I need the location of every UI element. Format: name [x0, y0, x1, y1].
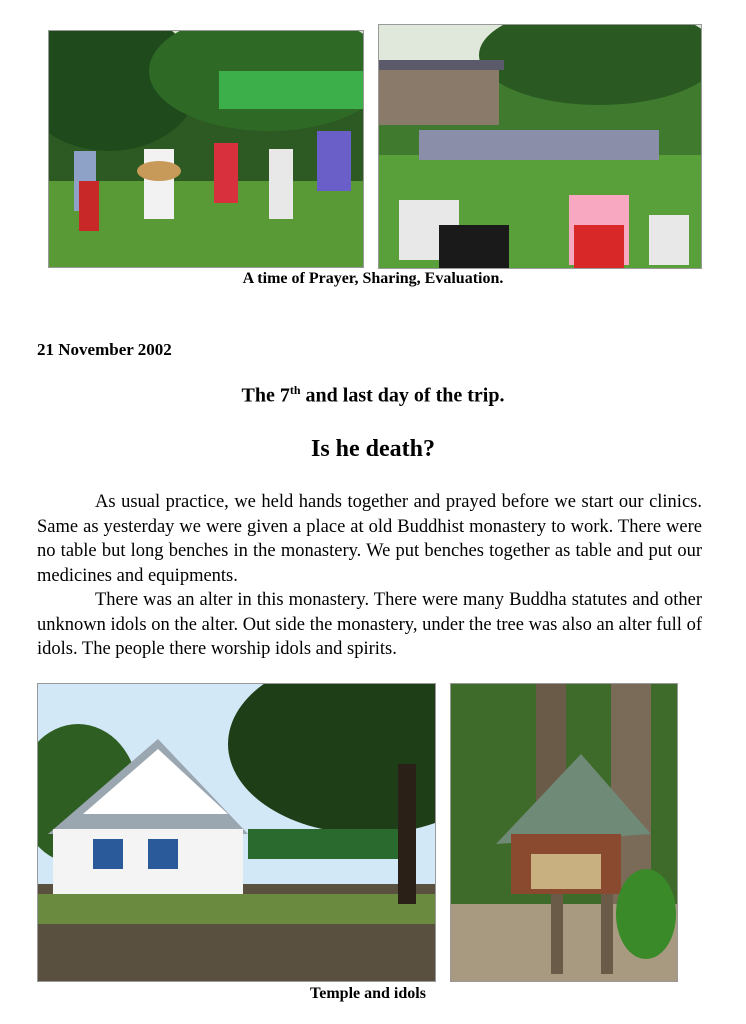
paragraph: There was an alter in this monastery. There were many Buddha statutes and other unknown idols on the alter. Out side the monastery, under the tree was also an alter full of idols. The people there worship idols and spirits. [37, 590, 702, 659]
body-text [37, 490, 702, 662]
section-title: Is he death? [310, 436, 436, 462]
subtitle-suffix: and last day of the trip. [300, 384, 505, 407]
photo-temple [37, 683, 436, 982]
top-photo-caption: A time of Prayer, Sharing, Evaluation. [242, 270, 504, 287]
subtitle-superscript: th [289, 383, 301, 397]
photo-spirit-house-idols [450, 683, 678, 982]
bottom-photo-caption: Temple and idols [310, 985, 426, 1002]
entry-date: 21 November 2002 [37, 340, 172, 359]
day-subtitle [0, 383, 746, 408]
photo-group-sharing-left [48, 30, 364, 268]
subtitle-prefix: The 7 [241, 384, 290, 407]
paragraph: As usual practice, we held hands together and prayed before we start our clinics. Same as yesterday we were given a place at old Buddhist monastery to work. There were no table but long benches in the monastery. We put benches together as table and put our medicines and equipments. [37, 492, 702, 586]
photo-group-sharing-right [378, 24, 702, 269]
